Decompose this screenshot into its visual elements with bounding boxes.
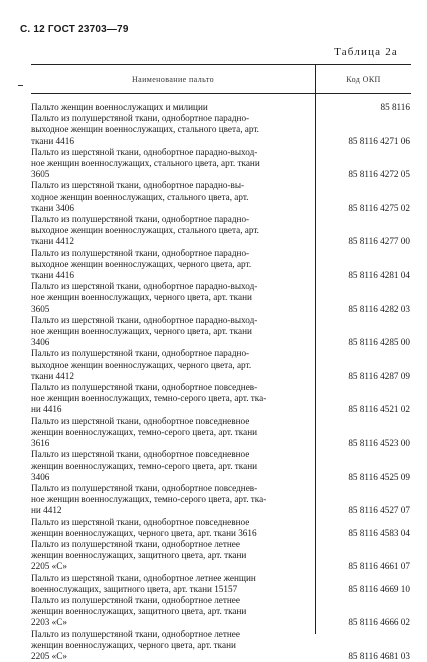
- garment-name: [31, 180, 315, 214]
- garment-name-line: Пальто из шерстяной ткани, однобортное парадно-вы-: [31, 180, 245, 191]
- table-row: [31, 539, 411, 573]
- table-header: [31, 64, 411, 94]
- garment-name-line: 3605: [31, 169, 50, 180]
- garment-name-line: Пальто из полушерстяной ткани, однобортное летнее: [31, 594, 240, 605]
- garment-name: [31, 214, 315, 248]
- okp-code: 85 8116 4523 00: [348, 438, 410, 449]
- garment-name-line: ткани 4416: [31, 270, 74, 281]
- garment-name-line: Пальто из шерстяной ткани, однобортное летнее женщин: [31, 572, 256, 583]
- garment-name: [31, 281, 315, 315]
- column-header-name: Наименование пальто: [31, 65, 316, 93]
- garment-name: [31, 382, 315, 416]
- okp-code: 85 8116 4583 04: [348, 527, 410, 538]
- garment-name: [31, 449, 315, 483]
- table-row: [31, 517, 411, 539]
- garment-name-line: женщин военнослужащих, черного цвета, арт. ткани 3616: [31, 527, 257, 538]
- garment-name-line: выходное женщин военнослужащих, черного цвета, арт.: [31, 258, 252, 269]
- garment-name-line: Пальто из шерстяной ткани, однобортное парадно-выход-: [31, 146, 258, 157]
- table-row: [31, 113, 411, 147]
- garment-name-line: ное женщин военнослужащих, черного цвета, арт. ткани: [31, 326, 252, 337]
- garment-name: [31, 416, 315, 450]
- okp-code: 85 8116 4287 09: [348, 370, 410, 381]
- okp-code: 85 8116 4282 03: [348, 303, 410, 314]
- garment-name-line: Пальто из шерстяной ткани, однобортное повседневное: [31, 449, 250, 460]
- garment-name: [31, 315, 315, 349]
- okp-code: 85 8116 4521 02: [348, 404, 410, 415]
- table-row: [31, 449, 411, 483]
- garment-name-line: Пальто из шерстяной ткани, однобортное повседневное: [31, 516, 250, 527]
- garment-name-line: ткани 3406: [31, 202, 74, 213]
- garment-name-line: военнослужащих, защитного цвета, арт. ткани 15157: [31, 583, 238, 594]
- garment-name-line: ное женщин военнослужащих, стального цвета, арт. ткани: [31, 158, 260, 169]
- table-row: [31, 629, 411, 662]
- garment-code-table: [31, 64, 411, 662]
- okp-code: 85 8116 4277 00: [348, 236, 410, 247]
- garment-name-line: женщин военнослужащих, темно-серого цвета, арт. ткани: [31, 426, 258, 437]
- column-header-code: Код ОКП: [346, 74, 381, 84]
- garment-name-line: женщин военнослужащих, защитного цвета, арт. ткани: [31, 550, 247, 561]
- garment-name-line: ное женщин военнослужащих, черного цвета, арт. ткани: [31, 292, 252, 303]
- garment-name: [31, 248, 315, 282]
- garment-name-line: выходное женщин военнослужащих, стального цвета, арт.: [31, 124, 259, 135]
- table-row: [31, 416, 411, 450]
- garment-name-line: 3605: [31, 303, 50, 314]
- okp-code: 85 8116 4666 02: [348, 617, 410, 628]
- table-row: [31, 147, 411, 181]
- garment-name-line: Пальто из шерстяной ткани, однобортное повседневное: [31, 415, 250, 426]
- garment-name-line: 3406: [31, 471, 50, 482]
- garment-name-line: ходное женщин военнослужащих, стального цвета, арт.: [31, 191, 249, 202]
- garment-name: [31, 595, 315, 629]
- garment-name: [31, 113, 315, 147]
- garment-name-line: 2205 «С»: [31, 650, 67, 661]
- garment-name: [31, 539, 315, 573]
- okp-code: 85 8116 4271 06: [348, 135, 410, 146]
- garment-name-line: Пальто женщин военнослужащих и милиции: [31, 102, 208, 112]
- table-row: [31, 348, 411, 382]
- garment-name-line: 2205 «С»: [31, 561, 67, 572]
- garment-name: [31, 573, 315, 595]
- okp-code: 85 8116 4272 05: [348, 169, 410, 180]
- table-row: [31, 382, 411, 416]
- garment-name-line: ткани 4412: [31, 236, 74, 247]
- garment-name: [31, 147, 315, 181]
- table-row: [31, 595, 411, 629]
- column-divider: [315, 94, 316, 634]
- garment-name-line: ткани 4416: [31, 135, 74, 146]
- okp-code: 85 8116: [380, 102, 410, 112]
- garment-name-line: Пальто из полушерстяной ткани, однобортное летнее: [31, 538, 240, 549]
- garment-name: [31, 348, 315, 382]
- garment-name-line: Пальто из полушерстяной ткани, однобортное парадно-: [31, 214, 250, 225]
- table-row: [31, 102, 411, 113]
- okp-code: 85 8116 4669 10: [348, 583, 410, 594]
- garment-name-line: Пальто из полушерстяной ткани, однобортное повседнев-: [31, 482, 258, 493]
- garment-name-line: ное женщин военнослужащих, темно-серого цвета, арт. тка-: [31, 494, 267, 505]
- garment-name-line: Пальто из полушерстяной ткани, однобортное повседнев-: [31, 382, 258, 393]
- garment-name-line: выходное женщин военнослужащих, черного цвета, арт.: [31, 359, 252, 370]
- table-title: Таблица 2а: [334, 46, 398, 58]
- okp-code: 85 8116 4275 02: [348, 202, 410, 213]
- garment-name: [31, 517, 315, 539]
- garment-name: [31, 102, 315, 113]
- table-row: [31, 573, 411, 595]
- garment-name-line: 2203 «С»: [31, 617, 67, 628]
- garment-name-line: Пальто из полушерстяной ткани, однобортное парадно-: [31, 348, 250, 359]
- table-row: [31, 315, 411, 349]
- okp-code: 85 8116 4681 03: [348, 650, 410, 661]
- garment-name: [31, 483, 315, 517]
- garment-name-line: женщин военнослужащих, черного цвета, арт. ткани: [31, 639, 236, 650]
- garment-name-line: Пальто из шерстяной ткани, однобортное парадно-выход-: [31, 281, 258, 292]
- table-row: [31, 281, 411, 315]
- garment-name-line: ное женщин военнослужащих, темно-серого цвета, арт. тка-: [31, 393, 267, 404]
- garment-name-line: Пальто из шерстяной ткани, однобортное парадно-выход-: [31, 314, 258, 325]
- okp-code: 85 8116 4281 04: [348, 270, 410, 281]
- garment-name-line: Пальто из полушерстяной ткани, однобортное парадно-: [31, 247, 250, 258]
- garment-name-line: женщин военнослужащих, защитного цвета, арт. ткани: [31, 606, 247, 617]
- garment-name-line: женщин военнослужащих, темно-серого цвета, арт. ткани: [31, 460, 258, 471]
- garment-name: [31, 629, 315, 662]
- table-row: [31, 180, 411, 214]
- okp-code: 85 8116 4525 09: [348, 471, 410, 482]
- table-body: [31, 94, 411, 662]
- margin-mark: [18, 85, 23, 86]
- garment-name-line: ни 4416: [31, 404, 62, 415]
- okp-code: 85 8116 4527 07: [348, 505, 410, 516]
- okp-code: 85 8116 4661 07: [348, 561, 410, 572]
- garment-name-line: 3406: [31, 337, 50, 348]
- garment-name-line: Пальто из полушерстяной ткани, однобортное летнее: [31, 628, 240, 639]
- garment-name-line: ни 4412: [31, 505, 62, 516]
- garment-name-line: Пальто из полушерстяной ткани, однобортное парадно-: [31, 113, 250, 124]
- table-row: [31, 214, 411, 248]
- okp-code: 85 8116 4285 00: [348, 337, 410, 348]
- garment-name-line: 3616: [31, 438, 50, 449]
- garment-name-line: выходное женщин военнослужащих, стального цвета, арт.: [31, 225, 259, 236]
- garment-name-line: ткани 4412: [31, 370, 74, 381]
- table-row: [31, 248, 411, 282]
- table-row: [31, 483, 411, 517]
- page-header: С. 12 ГОСТ 23703—79: [20, 24, 129, 35]
